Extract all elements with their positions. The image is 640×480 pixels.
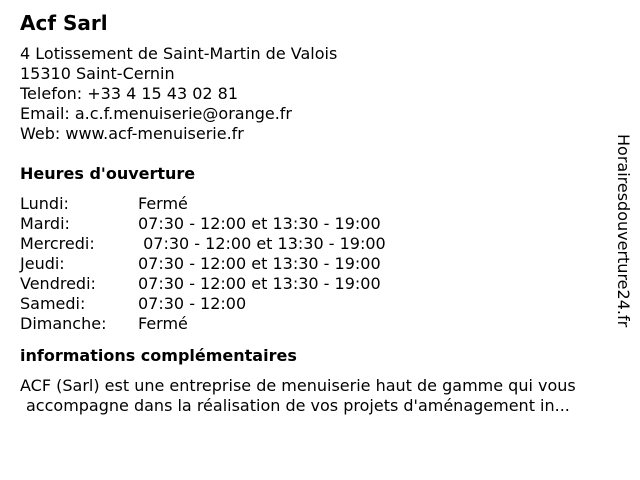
day-label: Samedi: xyxy=(20,294,86,313)
additional-info-heading: informations complémentaires xyxy=(20,346,297,365)
hours-row-mercredi xyxy=(20,234,610,254)
day-label: Jeudi: xyxy=(20,254,65,273)
address-line-1: 4 Lotissement de Saint-Martin de Valois xyxy=(20,44,338,63)
hours-row-samedi xyxy=(20,294,610,314)
business-card xyxy=(20,10,610,416)
contact-block xyxy=(20,44,610,144)
day-hours: Fermé xyxy=(138,194,188,213)
hours-row-jeudi xyxy=(20,254,610,274)
address-line-2: 15310 Saint-Cernin xyxy=(20,64,175,83)
day-label: Dimanche: xyxy=(20,314,107,333)
phone-text: Telefon: +33 4 15 43 02 81 xyxy=(20,84,239,103)
additional-info-text xyxy=(20,376,630,416)
day-hours: 07:30 - 12:00 et 13:30 - 19:00 xyxy=(138,214,381,233)
email-text: Email: a.c.f.menuiserie@orange.fr xyxy=(20,104,293,123)
day-hours: 07:30 - 12:00 et 13:30 - 19:00 xyxy=(138,274,381,293)
day-label: Mardi: xyxy=(20,214,70,233)
info-line-1: ACF (Sarl) est une entreprise de menuiserie haut de gamme qui vous xyxy=(20,376,576,395)
day-hours: Fermé xyxy=(138,314,188,333)
opening-hours-table xyxy=(20,194,610,334)
hours-row-dimanche xyxy=(20,314,610,334)
day-hours: 07:30 - 12:00 xyxy=(138,294,247,313)
hours-row-mardi xyxy=(20,214,610,234)
day-label: Mercredi: xyxy=(20,234,95,253)
opening-hours-heading: Heures d'ouverture xyxy=(20,164,196,183)
day-label: Vendredi: xyxy=(20,274,96,293)
business-name: Acf Sarl xyxy=(20,11,108,35)
hours-row-lundi xyxy=(20,194,610,214)
info-line-2: accompagne dans la réalisation de vos projets d'aménagement in... xyxy=(26,396,570,415)
hours-row-vendredi xyxy=(20,274,610,294)
website-text: Web: www.acf-menuiserie.fr xyxy=(20,124,244,143)
day-hours: 07:30 - 12:00 et 13:30 - 19:00 xyxy=(138,234,386,253)
day-label: Lundi: xyxy=(20,194,69,213)
day-hours: 07:30 - 12:00 et 13:30 - 19:00 xyxy=(138,254,381,273)
site-brand-watermark: Horairesdouverture24.fr xyxy=(614,134,633,328)
